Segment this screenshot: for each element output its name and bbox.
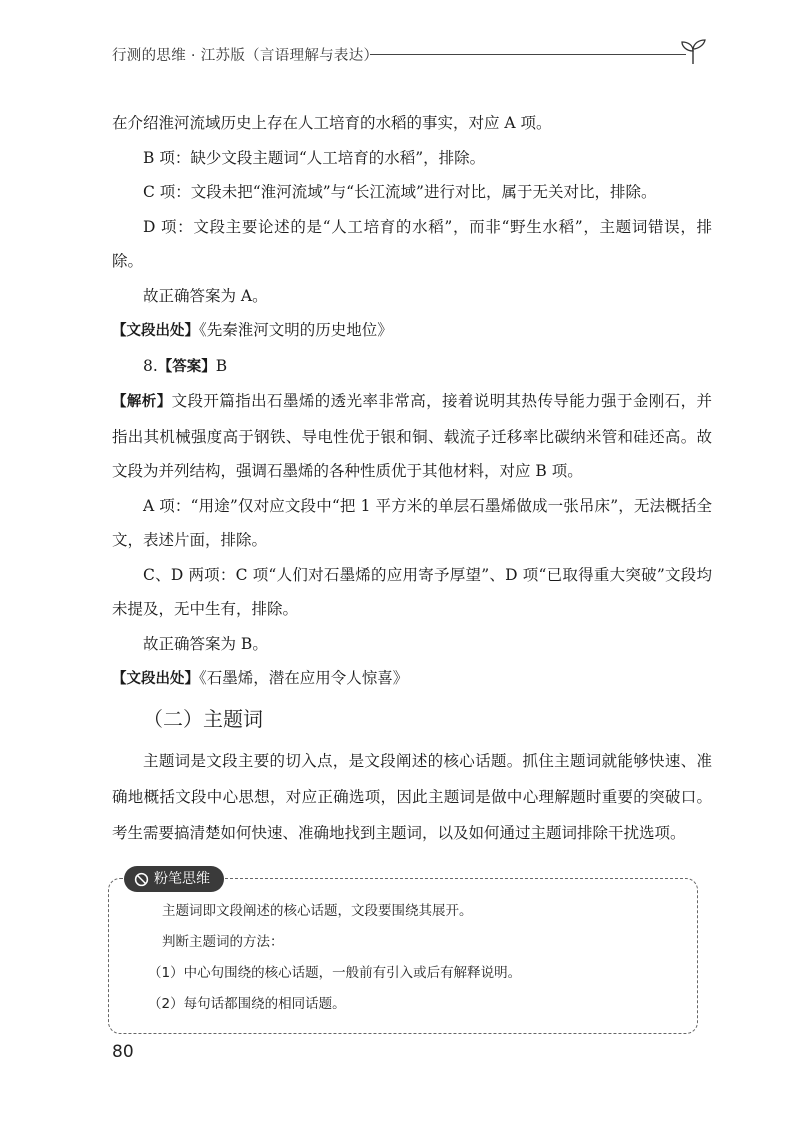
q8-source [112,661,712,697]
q7-option-b: B 项：缺少文段主题词“人工培育的水稻”，排除。 [143,148,486,167]
q7-option-d: D 项：文段主要论述的是“人工培育的水稻”，而非“野生水稻”，主题词错误，排除。 [112,217,712,270]
source-text: 《石墨烯，潜在应用令人惊喜》 [199,669,409,687]
q8-analysis [112,384,712,489]
tip-line: 主题词即文段阐述的核心话题，文段要围绕其展开。 [162,903,473,919]
q7-option-c: C 项：文段未把“淮河流域”与“长江流域”进行对比，属于无关对比，排除。 [143,183,657,201]
tip-line: 判断主题词的方法： [162,934,284,950]
q7-conclusion: 故正确答案为 A。 [143,286,268,305]
q8-answer [112,349,712,385]
source-text: 《先秦淮河文明的历史地位》 [199,321,393,339]
answer-value: B [215,356,228,375]
sprout-icon [678,36,708,66]
page-number: 80 [112,1042,134,1062]
answer-explanations [112,106,712,697]
running-header [112,42,712,72]
q8-conclusion: 故正确答案为 B。 [143,634,268,653]
tip-box-tag [124,866,224,892]
header-rule [370,54,686,55]
tip-box-content [148,896,688,1020]
section-heading: （二）主题词 [143,707,263,731]
q8-option-a: A 项：“用途”仅对应文段中“把 1 平方米的单层石墨烯做成一张吊床”，无法概括全文，表述片面，排除。 [112,496,712,549]
q8-options-cd: C、D 两项：C 项“人们对石墨烯的应用寄予厚望”、D 项“已取得重大突破”文段均未提及，无中生有，排除。 [112,565,712,618]
q7-analysis-end: 在介绍淮河流域历史上存在人工培育的水稻的事实，对应 A 项。 [112,114,552,132]
header-title: 行测的思维 · 江苏版（言语理解与表达） [112,48,379,64]
source-label: 【 文段出处 】 [112,323,199,339]
question-number: 8. [143,356,158,375]
analysis-label: 【 解析 】 [112,394,172,410]
section-paragraph: 主题词是文段主要的切入点，是文段阐述的核心话题。抓住主题词就能够快速、准确地概括文段中心思想，对应正确选项，因此主题词是做中心理解题时重要的突破口。考生需要搞清楚如何快速、准确地找到主题词，以及如何通过主题词排除干扰选项。 [112,752,712,842]
answer-label: 【 答案 】 [158,359,216,375]
tip-line: （2）每句话都围绕的相同话题。 [148,996,346,1012]
tip-box-tag-label: 粉笔思维 [154,871,210,887]
analysis-text: 文段开篇指出石墨烯的透光率非常高，接着说明其热传导能力强于金刚石，并指出其机械强度高于钢铁、导电性优于银和铜、载流子迁移率比碳纳米管和硅还高。故文段为并列结构，强调石墨烯的各种性质优于其他材料，对应 B 项。 [112,392,712,480]
q7-source [112,313,712,349]
source-label: 【 文段出处 】 [112,671,199,687]
no-sign-icon [134,872,149,887]
tip-line: （1）中心句围绕的核心话题，一般前有引入或后有解释说明。 [148,965,522,981]
